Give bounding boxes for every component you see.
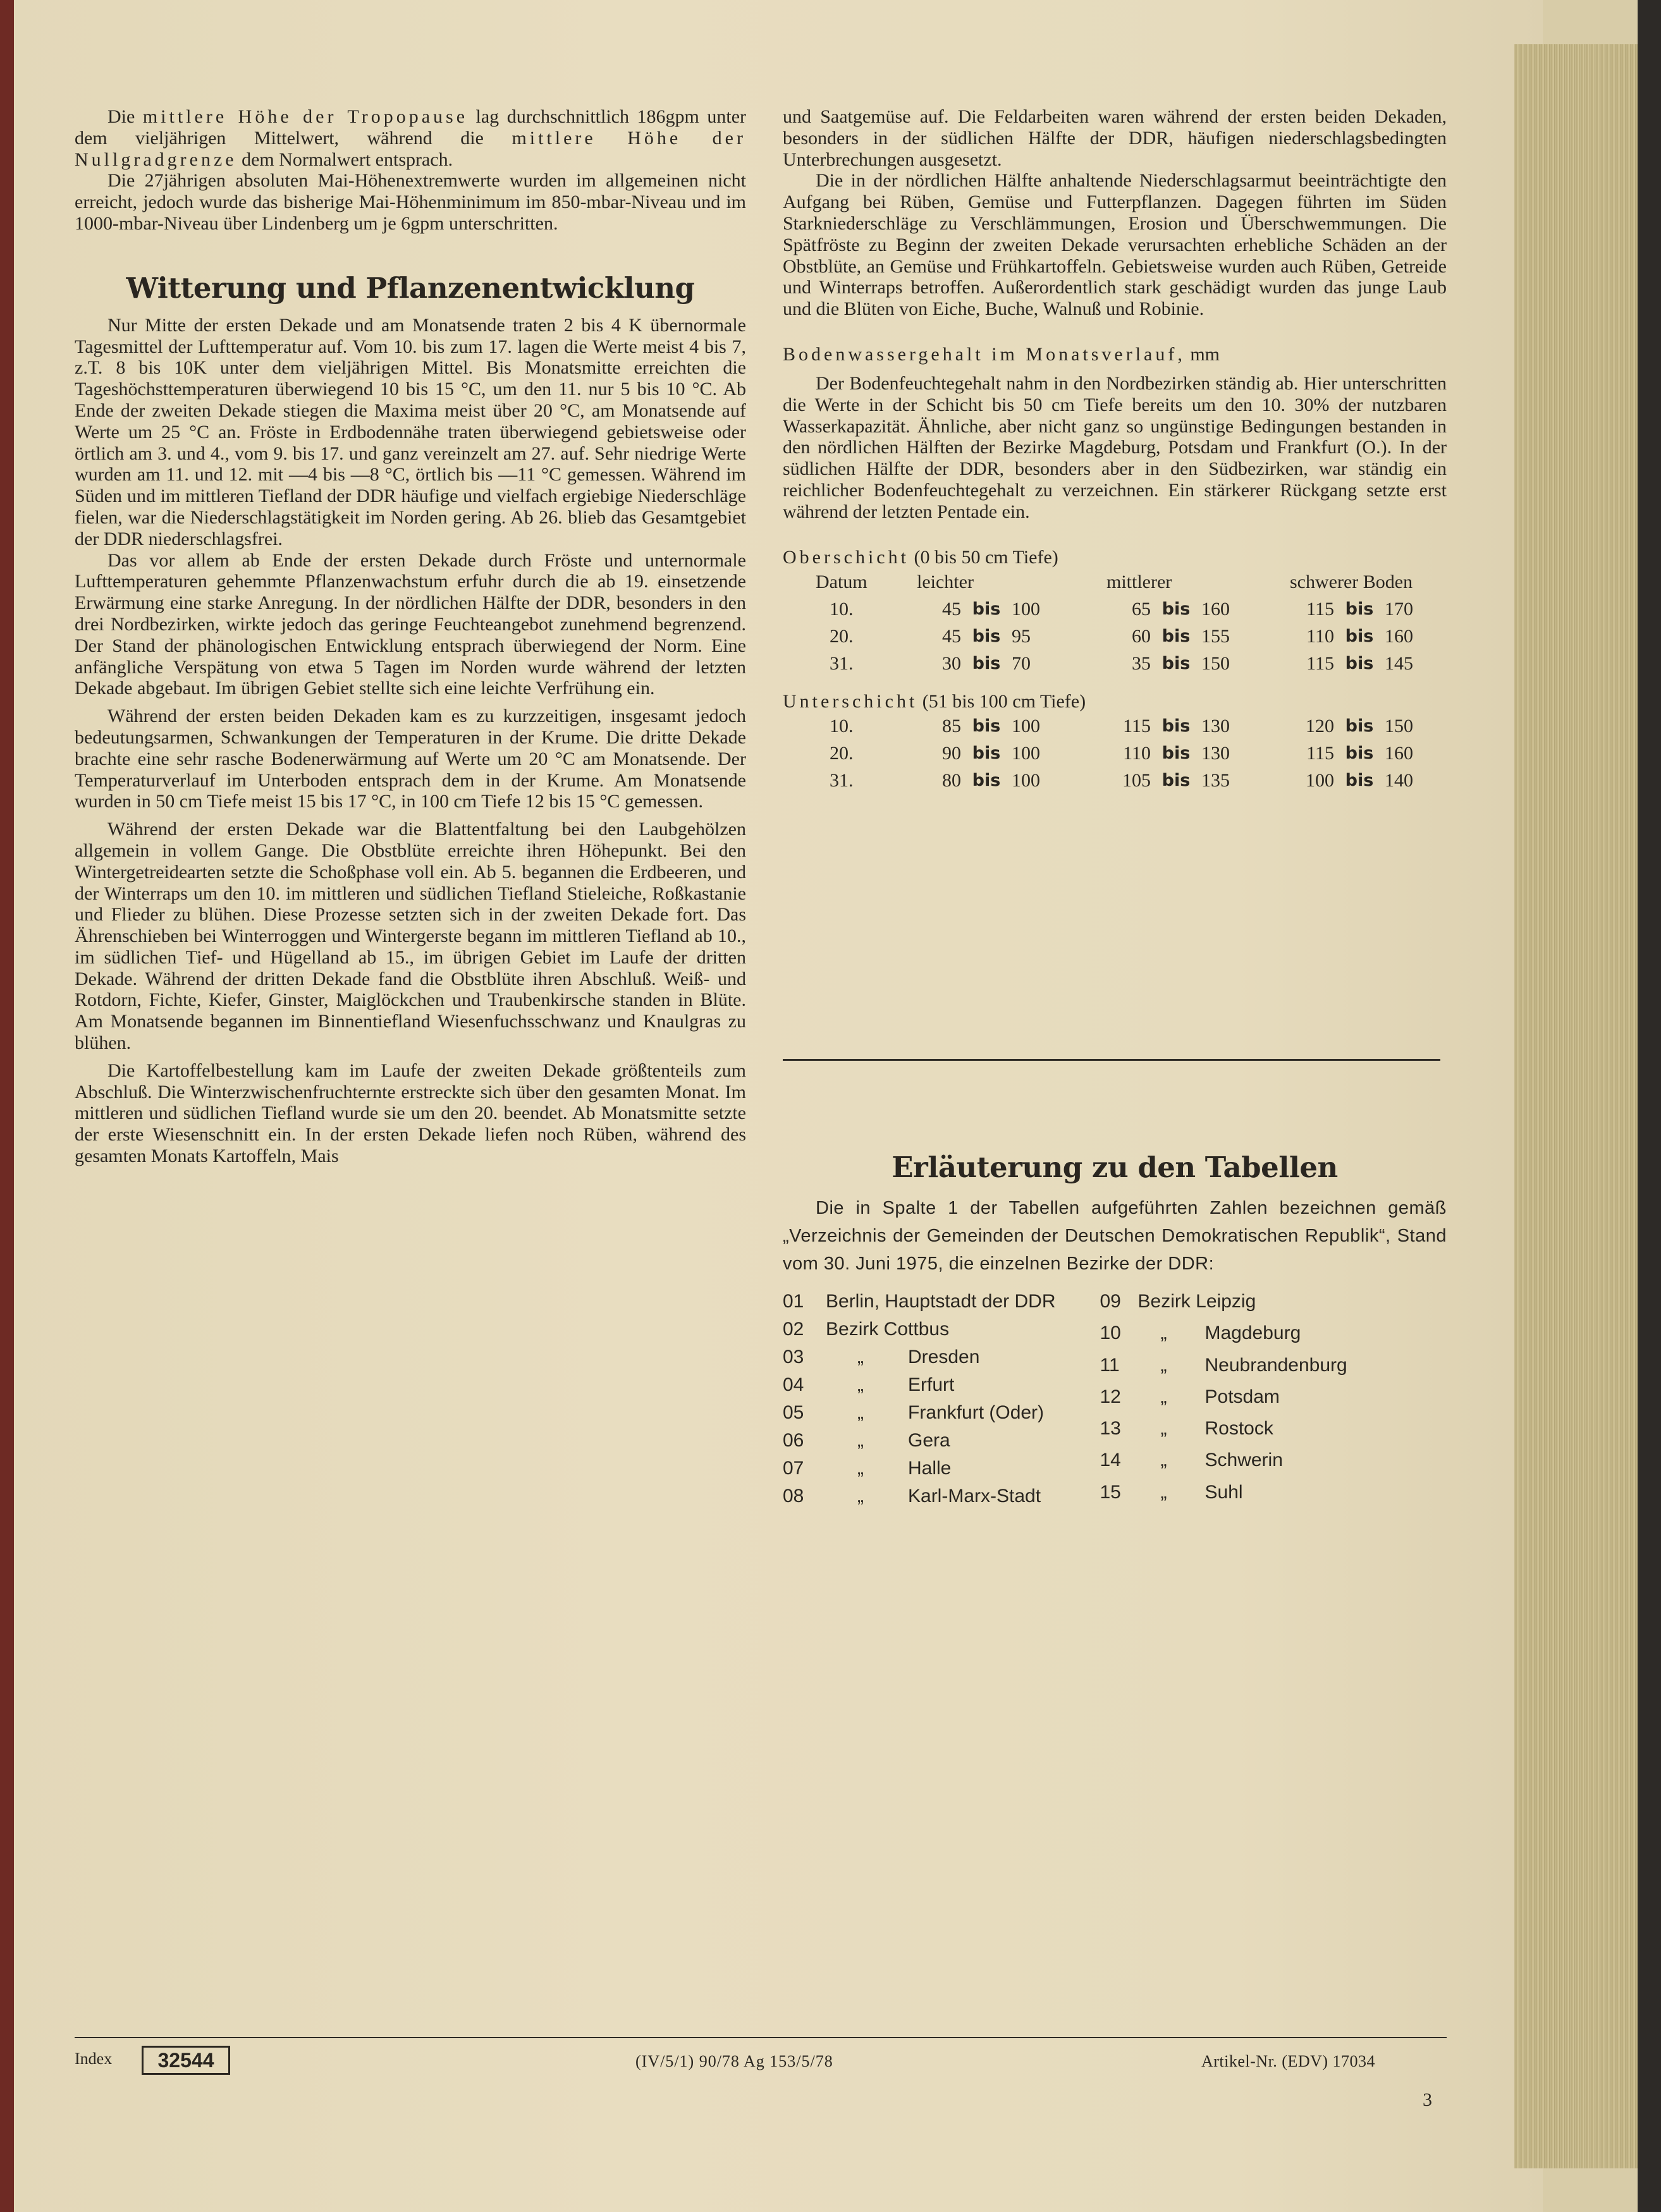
district-name: Frankfurt (Oder) [908, 1402, 1045, 1423]
cell-value: 45 [942, 625, 961, 647]
paragraph-lead: Die [107, 106, 143, 127]
cell-bis: bis [1345, 599, 1374, 619]
district-number: 15 [1100, 1481, 1121, 1503]
section-heading-witterung: Witterung und Pflanzenentwicklung [126, 271, 695, 305]
cell-value: 150 [1201, 652, 1230, 674]
district-name: Halle [908, 1458, 952, 1479]
book-cover-edge [1638, 0, 1661, 2212]
cell-value: 120 [1306, 715, 1334, 736]
list-item [1100, 1288, 1347, 1319]
index-number-box: 32544 [142, 2046, 230, 2075]
district-name: Berlin, Hauptstadt der DDR [826, 1291, 1056, 1312]
list-item [783, 1399, 1056, 1427]
cell-value: 45 [942, 598, 961, 620]
district-name: Bezirk Cottbus [826, 1319, 950, 1340]
section-divider [783, 1059, 1440, 1061]
ditto-mark: „ [1160, 1323, 1167, 1344]
cell-bis: bis [1345, 653, 1374, 673]
table-header-row [816, 568, 1413, 596]
district-number: 01 [783, 1291, 804, 1312]
footer-rule [75, 2037, 1447, 2038]
table-title-text: Unterschicht [783, 690, 918, 712]
cell-value: 110 [1123, 742, 1151, 764]
district-number: 14 [1100, 1450, 1121, 1471]
list-item [1100, 1383, 1347, 1415]
paragraph-hoehenextremwerte: Die 27jährigen absoluten Mai-Höhenextremwerte wurden im allgemeinen nicht erreicht, jedoch wurde das bisherige Mai-Höhenminimum im 850-mbar-Niveau und im 1000-mbar-Niveau über Lindenberg um je 6gpm unterschritten. [75, 170, 746, 234]
cell-bis: bis [1161, 770, 1191, 790]
list-item [1100, 1319, 1347, 1351]
cell-value: 150 [1385, 715, 1413, 736]
ditto-mark: „ [857, 1486, 864, 1506]
ditto-mark: „ [857, 1458, 864, 1479]
cell-date: 20. [830, 625, 854, 647]
cell-value: 145 [1385, 652, 1413, 674]
cell-date: 31. [830, 652, 854, 674]
paragraph-temperature: Nur Mitte der ersten Dekade und am Monatsende traten 2 bis 4 K übernormale Tagesmittel der Lufttemperatur auf. Vom 10. bis zum 17. lagen die Werte meist 4 bis 7, z.T. 8 bis 10K unter dem vieljährigen Mittel. Bis Monatsmitte erreichten die Tageshöchsttemperaturen überwiegend 10 bis 15 °C, um den 11. nur 5 bis 10 °C. Ab Ende der zweiten Dekade stiegen die Maxima meist über 20 °C, am Monatsende auf Werte um 25 °C an. Fröste in Erdbodennähe traten überwiegend gebietsweise oder örtlich am 3. und 4., vom 9. bis 17. und ganz vereinzelt am 27. auf. Sehr niedrige Werte wurden am 11. und 12. mit —4 bis —8 °C, örtlich bis —11 °C gemessen. Während im Süden und im mittleren Tiefland der DDR häufige und vielfach ergiebige Niederschläge fielen, war die Niederschlagstätigkeit im Norden gering. Ab 26. blieb das Gesamtgebiet der DDR niederschlagsfrei. [75, 314, 746, 549]
list-item [783, 1288, 1056, 1316]
header-datum: Datum [816, 571, 867, 592]
district-number: 04 [783, 1374, 804, 1395]
list-item [1100, 1446, 1347, 1478]
district-name: Magdeburg [1204, 1323, 1301, 1344]
list-item [783, 1316, 1056, 1343]
cell-bis: bis [972, 653, 1001, 673]
cell-value: 90 [942, 742, 961, 764]
cell-value: 35 [1132, 652, 1151, 674]
cell-bis: bis [972, 743, 1001, 763]
ditto-mark: „ [1160, 1418, 1167, 1439]
ditto-mark: „ [1160, 1450, 1167, 1471]
cell-bis: bis [1345, 716, 1374, 736]
cell-value: 155 [1201, 625, 1230, 647]
cell-value: 100 [1012, 598, 1040, 620]
header-schwerer-boden: schwerer Boden [1290, 571, 1413, 592]
cell-value: 80 [942, 769, 961, 791]
explanation-section [783, 1151, 1447, 1510]
list-item [783, 1371, 1056, 1399]
cell-bis: bis [972, 770, 1001, 790]
district-number: 07 [783, 1458, 804, 1479]
table-title-range: (0 bis 50 cm Tiefe) [909, 546, 1058, 568]
table-row [816, 712, 1413, 740]
district-number: 08 [783, 1486, 804, 1506]
table-row [816, 740, 1413, 767]
cell-bis: bis [1161, 716, 1191, 736]
table-title-text: Oberschicht [783, 546, 909, 568]
cell-value: 60 [1132, 625, 1151, 647]
spaced-term-tropopause: mittlere Höhe der Tropopause [142, 106, 469, 127]
cell-bis: bis [1161, 599, 1191, 619]
subheading-bodenwassergehalt [783, 344, 1447, 365]
district-name: Erfurt [908, 1374, 955, 1395]
cell-value: 110 [1306, 625, 1334, 647]
paragraph-phenology: Während der ersten Dekade war die Blattentfaltung bei den Laubgehölzen allgemein in vollem Gange. Die Obstblüte erreichte ihren Höhepunkt. Bei den Wintergetreidearten setzte die Schoßphase voll ein. Ab 5. begannen die Erdbeeren, und der Winterraps um den 10. im mittleren und südlichen Tiefland Stieleiche, Roßkastanie und Flieder zu blühen. Diese Prozesse setzten sich in der zweiten Dekade fort. Das Ährenschieben bei Winterroggen und Wintergerste begann im mittleren Tiefland ab 10., im südlichen Tief- und Hügelland ab 15., im übrigen Gebiet im Laufe der dritten Dekade. Während der dritten Dekade fand die Obstblüte ihren Abschluß. Weiß- und Rotdorn, Fichte, Kiefer, Ginster, Maiglöckchen und Traubenkirsche standen in Blüte. Am Monatsende begannen im Binnentiefland Wiesenfuchsschwanz und Knaulgras zu blühen. [75, 819, 746, 1054]
cell-value: 170 [1385, 598, 1413, 620]
spaced-term-nullgradgrenze: mittlere Höhe der Nullgradgrenze [75, 127, 746, 170]
district-number: 13 [1100, 1418, 1121, 1439]
paragraph-soil-temperature: Während der ersten beiden Dekaden kam es zu kurzzeitigen, insgesamt jedoch bedeutungsarmen, Schwankungen der Temperaturen in der Krume. Die dritte Dekade brachte eine sehr rasche Bodenerwärmung auf Werte um 20 °C am Monatsende. Der Temperaturverlauf im Unterboden entsprach dem in der Krume. Am Monatsende wurden in 50 cm Tiefe meist 15 bis 17 °C, in 100 cm Tiefe 12 bis 15 °C gemessen. [75, 706, 746, 812]
ditto-mark: „ [857, 1402, 864, 1423]
table-title-oberschicht [783, 547, 1447, 568]
cell-value: 95 [1012, 625, 1031, 647]
cell-value: 160 [1201, 598, 1230, 620]
ditto-mark: „ [1160, 1481, 1167, 1503]
paragraph-explanation: Die in Spalte 1 der Tabellen aufgeführten Zahlen bezeichnen gemäß „Verzeichnis der Gemeinden der Deutschen Demokratischen Republik“, Stand vom 30. Juni 1975, die einzelnen Bezirke der DDR: [783, 1198, 1447, 1274]
table-row [816, 767, 1413, 794]
section-heading-erlaeuterung: Erläuterung zu den Tabellen [892, 1151, 1338, 1184]
subheading-text: Bodenwassergehalt im Monatsverlauf, [783, 343, 1186, 365]
list-item [1100, 1352, 1347, 1383]
cell-value: 70 [1012, 652, 1031, 674]
cell-date: 10. [830, 715, 854, 736]
cell-value: 160 [1385, 742, 1413, 764]
list-item [1100, 1415, 1347, 1446]
cell-bis: bis [1345, 626, 1374, 646]
table-row [816, 623, 1413, 650]
header-leichter: leichter [917, 571, 974, 592]
ditto-mark: „ [1160, 1386, 1167, 1407]
index-label: Index [75, 2050, 113, 2068]
district-name: Bezirk Leipzig [1137, 1291, 1256, 1312]
paragraph-plant-growth: Das vor allem ab Ende der ersten Dekade durch Fröste und unternormale Lufttemperaturen gehemmte Pflanzenwachstum erfuhr durch die ab 19. einsetzende Erwärmung eine starke Anregung. In der nördlichen Hälfte der DDR, besonders in den drei Nordbezirken, wirkte jedoch das geringe Feuchteangebot zunehmend begrenzend. Der Stand der phänologischen Entwicklung entsprach überwiegend der Norm. Eine anfängliche Verspätung von etwa 5 Tagen im Norden wurde während der letzten Dekade abgebaut. Im übrigen Gebiet stellte sich eine leichte Verfrühung ein. [75, 549, 746, 699]
paragraph-tropopause [75, 106, 746, 170]
district-name: Potsdam [1204, 1386, 1280, 1407]
cell-value: 100 [1012, 715, 1040, 736]
cell-value: 100 [1012, 769, 1040, 791]
cell-value: 115 [1123, 715, 1151, 736]
list-item [783, 1343, 1056, 1371]
list-item [1100, 1479, 1347, 1510]
district-number: 12 [1100, 1386, 1121, 1407]
cell-value: 85 [942, 715, 961, 736]
district-number: 02 [783, 1319, 804, 1340]
list-item [783, 1427, 1056, 1455]
district-list-right [1100, 1288, 1347, 1510]
district-name: Neubrandenburg [1204, 1354, 1347, 1376]
cell-bis: bis [1345, 743, 1374, 763]
cell-value: 105 [1122, 769, 1151, 791]
cell-bis: bis [972, 716, 1001, 736]
binding-spine [0, 0, 14, 2212]
paragraph-text: lag durchschnittlich 186gpm unter dem vieljährigen Mittelwert, während die [75, 106, 746, 149]
right-column [783, 106, 1447, 794]
left-column [75, 106, 746, 1167]
cell-value: 115 [1306, 598, 1334, 620]
district-number: 09 [1100, 1291, 1121, 1312]
district-name: Schwerin [1204, 1450, 1283, 1471]
district-name: Rostock [1204, 1418, 1273, 1439]
cell-bis: bis [1345, 770, 1374, 790]
table-oberschicht [816, 568, 1413, 677]
cell-value: 115 [1306, 652, 1334, 674]
cell-value: 160 [1385, 625, 1413, 647]
cell-bis: bis [1161, 653, 1191, 673]
district-number: 03 [783, 1347, 804, 1367]
ditto-mark: „ [1160, 1354, 1167, 1376]
paragraph-soil-moisture: Der Bodenfeuchtegehalt nahm in den Nordbezirken ständig ab. Hier unterschritten die Werte in der Schicht bis 50 cm Tiefe bereits um den 10. 30% der nutzbaren Wasserkapazität. Ähnliche, aber nicht ganz so ungünstige Bedingungen bestanden in den nördlichen Hälften der Bezirke Magdeburg, Potsdam und Frankfurt (O.). In der südlichen Hälfte der DDR, besonders aber in den Südbezirken, war ständig ein reichlicher Bodenfeuchtegehalt zu verzeichnen. Ein stärkerer Rückgang setzte erst während der letzten Pentade ein. [783, 372, 1447, 522]
cell-value: 30 [942, 652, 961, 674]
cell-bis: bis [972, 599, 1001, 619]
cell-value: 130 [1201, 742, 1230, 764]
table-title-unterschicht [783, 691, 1447, 712]
cell-value: 100 [1012, 742, 1040, 764]
table-unterschicht [816, 712, 1413, 794]
district-name: Gera [908, 1430, 950, 1451]
paragraph-text: dem Normalwert entsprach. [236, 149, 453, 170]
district-name: Dresden [908, 1347, 980, 1367]
subheading-unit: mm [1185, 343, 1220, 365]
cell-bis: bis [972, 626, 1001, 646]
cell-date: 31. [830, 769, 854, 791]
district-name: Suhl [1204, 1481, 1243, 1503]
ditto-mark: „ [857, 1347, 864, 1367]
page-number: 3 [1423, 2089, 1432, 2110]
cell-value: 115 [1306, 742, 1334, 764]
district-number: 05 [783, 1402, 804, 1423]
cell-bis: bis [1161, 743, 1191, 763]
list-item [783, 1482, 1056, 1510]
list-item [783, 1455, 1056, 1482]
cell-bis: bis [1161, 626, 1191, 646]
cell-value: 135 [1201, 769, 1230, 791]
table-row [816, 650, 1413, 677]
paragraph-field-work-continued: und Saatgemüse auf. Die Feldarbeiten waren während der ersten beiden Dekaden, besonders in der südlichen Hälfte der DDR, häufigen niederschlagsbedingten Unterbrechungen ausgesetzt. [783, 106, 1447, 170]
paragraph-field-work: Die Kartoffelbestellung kam im Laufe der zweiten Dekade größtenteils zum Abschluß. Die Winterzwischenfruchternte erstreckte sich über den gesamten Monat. Im mittleren und südlichen Tiefland wurde sie um den 20. beendet. Ab Monatsmitte setzte der erste Wiesenschnitt ein. In der ersten Dekade liefen noch Rüben, während des gesamten Monats Kartoffeln, Mais [75, 1060, 746, 1167]
footer-publication-code: (IV/5/1) 90/78 Ag 153/5/78 [635, 2052, 833, 2070]
ditto-mark: „ [857, 1430, 864, 1451]
footer-article-number: Artikel-Nr. (EDV) 17034 [1201, 2052, 1376, 2070]
table-title-range: (51 bis 100 cm Tiefe) [917, 690, 1086, 712]
cell-date: 20. [830, 742, 854, 764]
header-mittlerer: mittlerer [1106, 571, 1172, 592]
paragraph-drought-damage: Die in der nördlichen Hälfte anhaltende Niederschlagsarmut beeinträchtigte den Aufgang bei Rüben, Gemüse und Futterpflanzen. Dagegen führten im Süden Starkniederschläge zu Verschlämmungen, Erosion und Überschwemmungen. Die Spätfröste zu Beginn der zweiten Dekade verursachten erhebliche Schäden an der Obstblüte, an Gemüse und Frühkartoffeln. Gebietsweise wurden auch Rüben, Getreide und Winterraps betroffen. Außerordentlich stark geschädigt wurden das junge Laub und die Blüten von Eiche, Buche, Walnuß und Robinie. [783, 170, 1447, 320]
district-name: Karl-Marx-Stadt [908, 1486, 1041, 1506]
district-number: 06 [783, 1430, 804, 1451]
cell-value: 100 [1306, 769, 1334, 791]
cell-value: 140 [1385, 769, 1413, 791]
district-number: 10 [1100, 1323, 1121, 1344]
cell-value: 130 [1201, 715, 1230, 736]
cell-date: 10. [830, 598, 854, 620]
district-number: 11 [1100, 1354, 1120, 1376]
cell-value: 65 [1132, 598, 1151, 620]
district-list-left [783, 1288, 1056, 1510]
ditto-mark: „ [857, 1374, 864, 1395]
table-row [816, 596, 1413, 623]
district-list [783, 1288, 1447, 1510]
